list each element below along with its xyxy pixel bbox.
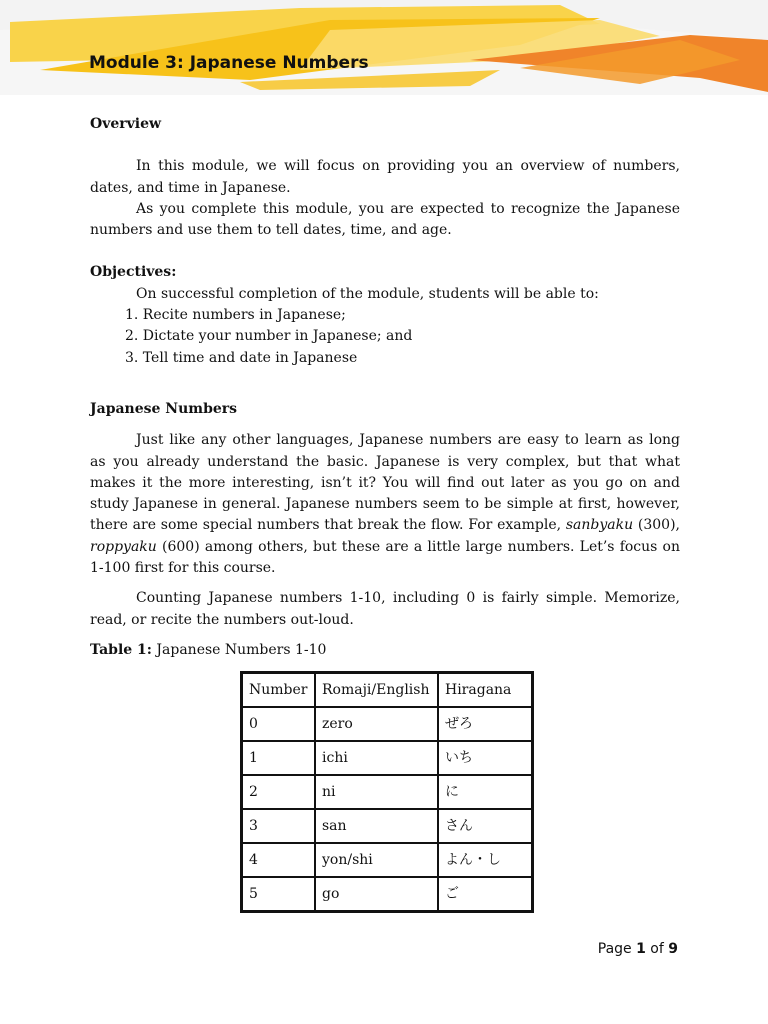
table-caption [90, 640, 680, 661]
cell-number: 1 [242, 741, 315, 775]
header-number: Number [242, 673, 315, 707]
numbers-table [240, 671, 534, 913]
module-title: Module 3: Japanese Numbers [89, 53, 369, 73]
table-row [242, 843, 532, 877]
spacer [90, 241, 680, 262]
overview-heading: Overview [90, 116, 162, 132]
spacer [90, 369, 680, 399]
objectives-list [90, 305, 680, 369]
spacer [90, 631, 680, 640]
page-content [90, 114, 680, 913]
table-header-row [242, 673, 532, 707]
cell-hiragana: ご [438, 877, 532, 911]
term-sanbyaku: sanbyaku [565, 517, 634, 534]
cell-hiragana: ぜろ [438, 707, 532, 741]
cell-number: 5 [242, 877, 315, 911]
cell-number: 4 [242, 843, 315, 877]
banner-graphic [0, 0, 768, 95]
japanese-numbers-paragraph-1 [90, 430, 680, 579]
spacer [90, 135, 680, 156]
japanese-numbers-paragraph-2: Counting Japanese numbers 1-10, including 0 is fairly simple. Memorize, read, or recite the numbers out-loud. [90, 590, 680, 628]
cell-hiragana: よん・し [438, 843, 532, 877]
spacer [90, 420, 680, 430]
cell-romaji: ichi [315, 741, 438, 775]
page-word: Page [597, 941, 637, 957]
cell-number: 3 [242, 809, 315, 843]
cell-number: 0 [242, 707, 315, 741]
page-footer [598, 941, 678, 957]
cell-romaji: go [315, 877, 438, 911]
table-row [242, 877, 532, 911]
table-row [242, 775, 532, 809]
text-run: (300), [633, 517, 680, 534]
term-roppyaku: roppyaku [90, 538, 157, 555]
text-run: (600) among others, but these are a little large numbers. Let’s focus on 1-100 first for this course. [90, 538, 680, 577]
text-run: Just like any other languages, Japanese numbers are easy to learn as long as you already understand the basic. Japanese is very complex, but that what makes it the more interesting, isn’t it? You will find out later as you go on and study Japanese in general. Japanese numbers seem to be simple at first, however, there are some special numbers that break the flow. For example, [90, 432, 680, 534]
cell-number: 2 [242, 775, 315, 809]
japanese-numbers-heading: Japanese Numbers [90, 400, 238, 417]
of-word: of [645, 941, 669, 957]
cell-hiragana: いち [438, 741, 532, 775]
objectives-heading: Objectives: [90, 264, 177, 281]
table-row [242, 809, 532, 843]
objective-item: 3. Tell time and date in Japanese [125, 349, 358, 366]
cell-romaji: ni [315, 775, 438, 809]
header-romaji: Romaji/English [315, 673, 438, 707]
table-caption-text: Japanese Numbers 1-10 [151, 641, 327, 658]
current-page: 1 [636, 941, 646, 957]
table-row [242, 707, 532, 741]
header-hiragana: Hiragana [438, 673, 532, 707]
cell-romaji: zero [315, 707, 438, 741]
overview-paragraph-1: In this module, we will focus on providing you an overview of numbers, dates, and time in Japanese. [90, 158, 680, 196]
cell-romaji: yon/shi [315, 843, 438, 877]
cell-hiragana: さん [438, 809, 532, 843]
total-pages: 9 [668, 941, 678, 957]
cell-romaji: san [315, 809, 438, 843]
spacer [90, 579, 680, 588]
table-caption-label: Table 1: [90, 641, 152, 658]
table-row [242, 741, 532, 775]
overview-paragraph-2: As you complete this module, you are expected to recognize the Japanese numbers and use them to tell dates, time, and age. [90, 200, 680, 239]
cell-hiragana: に [438, 775, 532, 809]
objective-item: 2. Dictate your number in Japanese; and [125, 328, 413, 345]
header-banner [0, 0, 768, 95]
objectives-intro: On successful completion of the module, students will be able to: [136, 285, 599, 302]
objective-item: 1. Recite numbers in Japanese; [125, 307, 346, 324]
